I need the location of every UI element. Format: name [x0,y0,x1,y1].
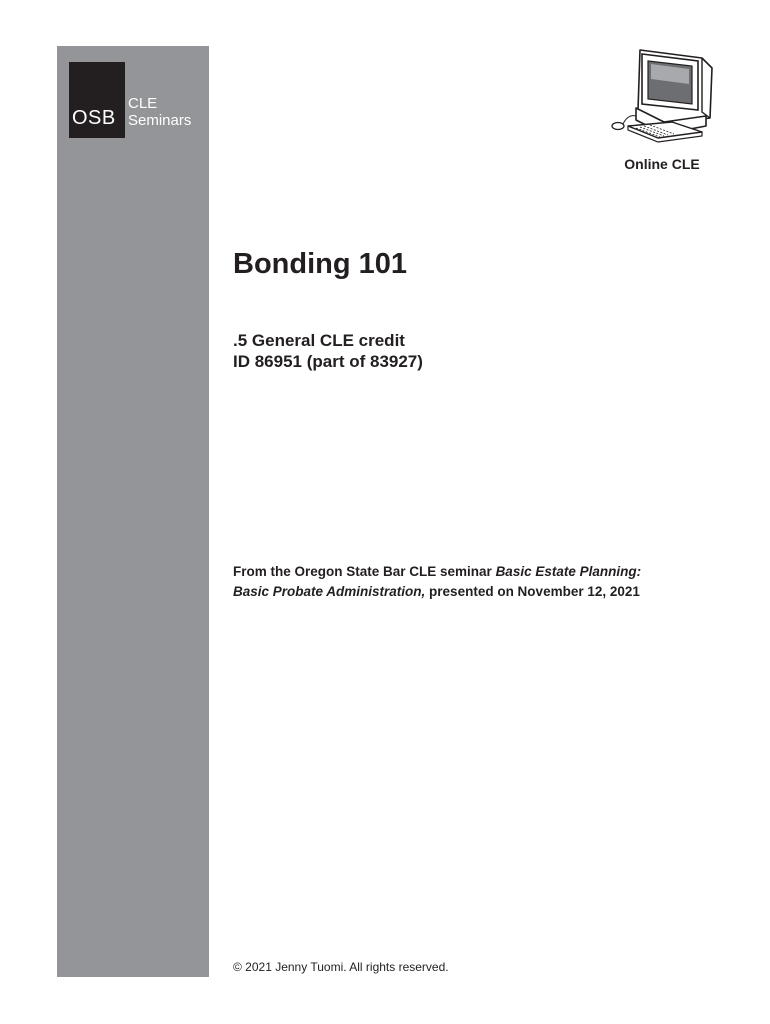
credit-info [233,330,423,372]
side-band [57,46,209,977]
copyright-notice: © 2021 Jenny Tuomi. All rights reserved. [233,960,449,974]
credit-hours: .5 General CLE credit [233,331,405,350]
source-suffix: presented on November 12, 2021 [425,584,640,599]
logo-box [69,62,125,138]
computer-icon [606,44,718,150]
credit-id: ID 86951 (part of 83927) [233,352,423,371]
logo-line1: CLE [128,95,158,112]
seminar-title-part1: Basic Estate Planning: [495,564,642,579]
logo-caption [128,95,191,129]
seminar-title-part2: Basic Probate Administration, [233,584,426,599]
online-cle-label: Online CLE [624,156,700,172]
logo-abbr: OSB [72,107,116,129]
source-prefix: From the Oregon State Bar CLE seminar [233,564,496,579]
osb-cle-logo [69,62,192,138]
logo-line2: Seminars [128,112,192,129]
seminar-source [233,562,733,602]
page-title: Bonding 101 [233,248,408,280]
